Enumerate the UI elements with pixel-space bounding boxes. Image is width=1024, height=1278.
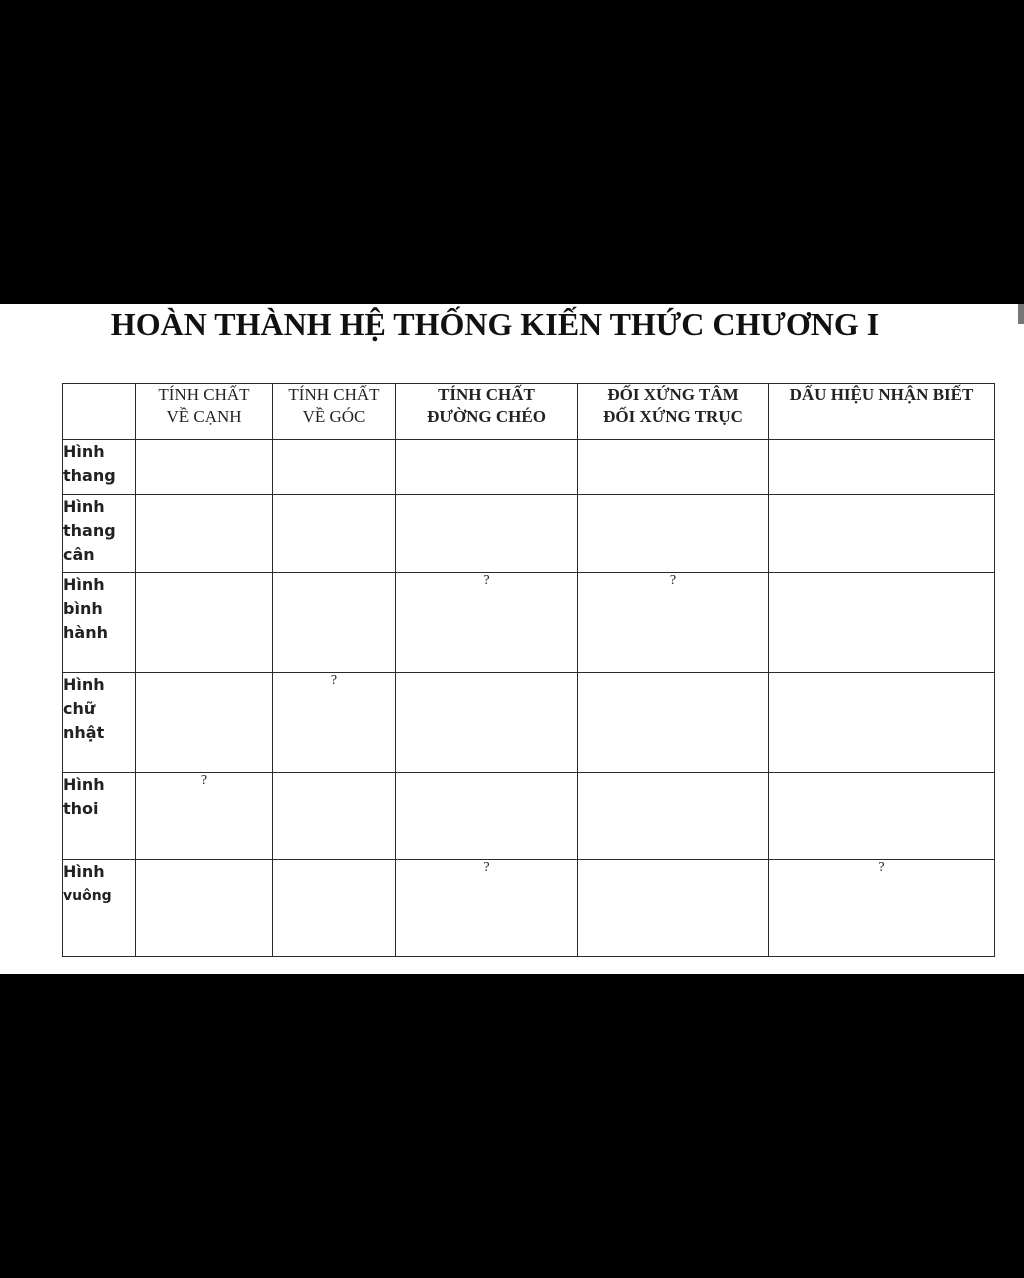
- table-cell[interactable]: [273, 440, 396, 495]
- table-cell[interactable]: [578, 860, 769, 957]
- knowledge-table: [62, 383, 995, 957]
- scrollbar-thumb[interactable]: [1018, 304, 1024, 324]
- table-row: [63, 440, 995, 495]
- table-cell[interactable]: [396, 495, 578, 573]
- table-row: [63, 673, 995, 773]
- table-cell[interactable]: [396, 773, 578, 860]
- header-corner: [63, 384, 136, 440]
- table-cell[interactable]: [769, 773, 995, 860]
- table-cell[interactable]: [578, 673, 769, 773]
- table-row: [63, 773, 995, 860]
- table-cell[interactable]: [578, 773, 769, 860]
- document-page: [0, 304, 1024, 974]
- table-cell[interactable]: [396, 673, 578, 773]
- row-label-rhombus: Hình thoi: [63, 773, 136, 860]
- table-cell[interactable]: [273, 573, 396, 673]
- header-recognition-signs: DẤU HIỆU NHẬN BIẾT: [769, 384, 995, 440]
- table-cell[interactable]: [769, 573, 995, 673]
- table-row: [63, 860, 995, 957]
- table-cell[interactable]: ?: [769, 860, 995, 957]
- row-label-trapezoid: Hình thang: [63, 440, 136, 495]
- row-label-isosceles-trapezoid: Hình thang cân: [63, 495, 136, 573]
- table-cell[interactable]: [273, 860, 396, 957]
- table-cell[interactable]: ?: [578, 573, 769, 673]
- header-symmetry: ĐỐI XỨNG TÂM ĐỐI XỨNG TRỤC: [578, 384, 769, 440]
- table-row: [63, 495, 995, 573]
- table-row: [63, 573, 995, 673]
- table-cell[interactable]: [136, 573, 273, 673]
- table-cell[interactable]: [578, 440, 769, 495]
- table-cell[interactable]: ?: [136, 773, 273, 860]
- table-cell[interactable]: [769, 440, 995, 495]
- header-diagonal-properties: TÍNH CHẤT ĐƯỜNG CHÉO: [396, 384, 578, 440]
- table-cell[interactable]: [136, 860, 273, 957]
- table-cell[interactable]: [273, 773, 396, 860]
- row-label-square: Hình vuông: [63, 860, 136, 957]
- table-cell[interactable]: ?: [396, 573, 578, 673]
- table-cell[interactable]: ?: [396, 860, 578, 957]
- table-cell[interactable]: [136, 673, 273, 773]
- header-side-properties: TÍNH CHẤT VỀ CẠNH: [136, 384, 273, 440]
- table-cell[interactable]: [273, 495, 396, 573]
- table-cell[interactable]: [136, 440, 273, 495]
- page-title: HOÀN THÀNH HỆ THỐNG KIẾN THỨC CHƯƠNG I: [110, 306, 880, 342]
- table-cell[interactable]: [769, 673, 995, 773]
- table-cell[interactable]: ?: [273, 673, 396, 773]
- table-cell[interactable]: [578, 495, 769, 573]
- table-cell[interactable]: [769, 495, 995, 573]
- row-label-parallelogram: Hình bình hành: [63, 573, 136, 673]
- header-row: [63, 384, 995, 440]
- header-angle-properties: TÍNH CHẤT VỀ GÓC: [273, 384, 396, 440]
- table-cell[interactable]: [396, 440, 578, 495]
- table-cell[interactable]: [136, 495, 273, 573]
- row-label-rectangle: Hình chữ nhật: [63, 673, 136, 773]
